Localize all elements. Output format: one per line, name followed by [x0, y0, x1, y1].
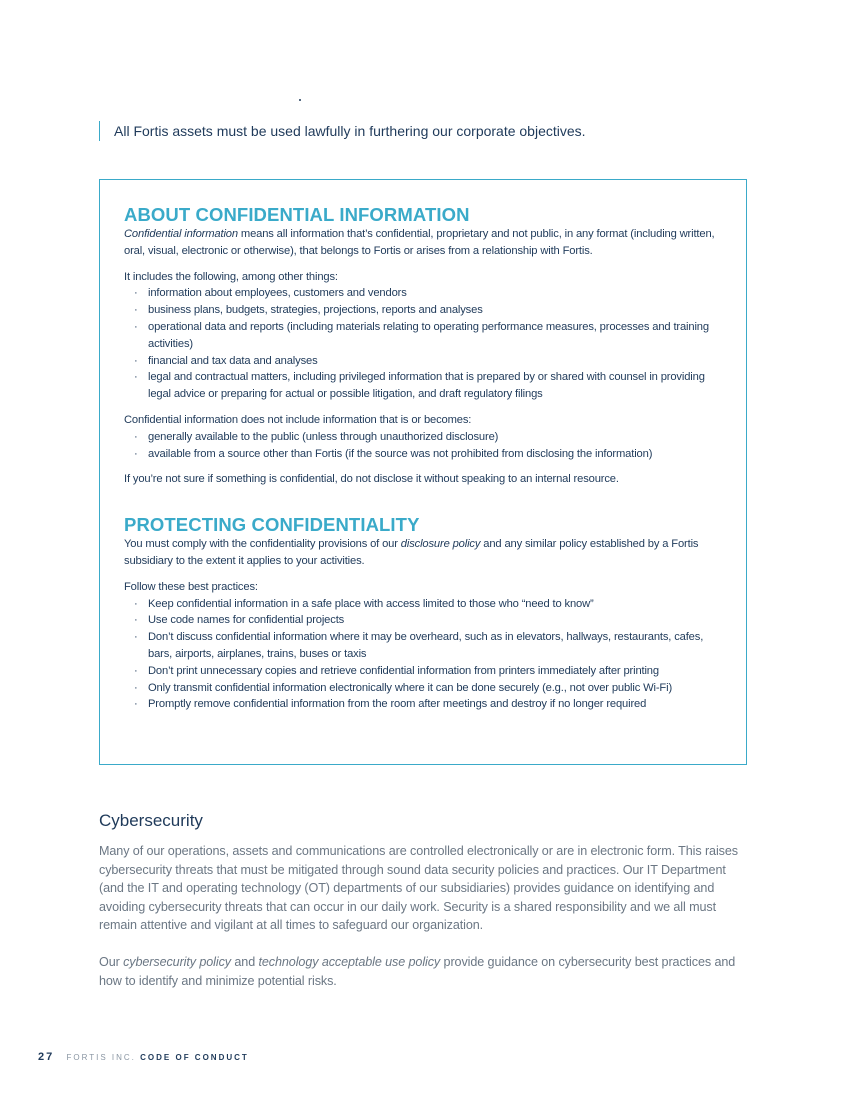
cybersecurity-para-1: Many of our operations, assets and communications are controlled electronically or are in electronic form. This raises cybersecurity threats that must be mitigated through sound data security policies and practices. Our IT Department (and the IT and operating technology (OT) departments of our subsidiaries) provides guidance on identifying and avoiding cybersecurity threats that can occur in our daily work. Security is a shared responsibility and we all must remain attentive and vigilant at all times to safeguard our organization.: [99, 844, 738, 933]
cybersecurity-para-2: Our cybersecurity policy and technology acceptable use policy provide guidance on cybersecurity best practices and how to identify and minimize potential risks.: [99, 954, 736, 988]
list-item: · available from a source other than Fortis (if the source was not prohibited from disclosing the information): [124, 446, 724, 463]
list-item: · Use code names for confidential projects: [124, 612, 724, 629]
bullet-icon: ·: [134, 447, 138, 460]
protecting-intro: You must comply with the confidentiality provisions of our disclosure policy and any similar policy established by a Fortis subsidiary to the extent it applies to your activities.: [124, 538, 699, 567]
bullet-icon: ·: [134, 698, 138, 711]
list-item: · Keep confidential information in a safe place with access limited to those who “need to know”: [124, 596, 724, 613]
page-number: 27: [38, 1051, 55, 1063]
bullet-icon: ·: [134, 287, 138, 300]
bullet-icon: ·: [134, 664, 138, 677]
about-heading: ABOUT CONFIDENTIAL INFORMATION: [124, 204, 470, 225]
includes-intro: It includes the following, among other things:: [124, 270, 338, 283]
definition-term: Confidential information: [124, 228, 238, 240]
stray-dot: [299, 99, 301, 101]
practices-list: [124, 596, 724, 714]
includes-list: [124, 285, 724, 403]
list-item: · generally available to the public (unless through unauthorized disclosure): [124, 429, 724, 446]
bullet-icon: ·: [134, 430, 138, 443]
list-item: · Don’t print unnecessary copies and retrieve confidential information from printers immediately after printing: [124, 663, 724, 680]
bullet-icon: ·: [134, 681, 138, 694]
excludes-intro: Confidential information does not include information that is or becomes:: [124, 413, 472, 426]
about-note: If you’re not sure if something is confidential, do not disclose it without speaking to an internal resource.: [124, 473, 619, 486]
footer-company: FORTIS INC.: [66, 1053, 136, 1062]
about-definition: [124, 226, 724, 260]
list-item: · information about employees, customers and vendors: [124, 285, 724, 302]
list-item: · operational data and reports (including materials relating to operating performance measures, processes and training activities): [134, 320, 709, 350]
bullet-icon: ·: [134, 320, 138, 333]
list-item: · Only transmit confidential information electronically where it can be done securely (e.g., not over public Wi-Fi): [124, 680, 724, 697]
cybersecurity-policy-ref: cybersecurity policy: [123, 954, 231, 969]
protecting-heading: PROTECTING CONFIDENTIALITY: [124, 514, 420, 536]
page-footer: [38, 1051, 249, 1063]
excludes-list: [124, 429, 724, 463]
bullet-icon: ·: [134, 371, 138, 384]
bullet-icon: ·: [134, 304, 138, 317]
cybersecurity-section: [99, 810, 751, 990]
confidential-info-box: [99, 179, 747, 765]
list-item: · business plans, budgets, strategies, projections, reports and analyses: [124, 302, 724, 319]
cybersecurity-heading: Cybersecurity: [99, 811, 203, 830]
list-item: · legal and contractual matters, including privileged information that is prepared by or shared with counsel in providing legal advice or preparing for actual or possible litigation, and draft regulatory filings: [134, 371, 705, 401]
bullet-icon: ·: [134, 631, 138, 644]
definition-text: means all information that’s confidential, proprietary and not public, in any format (including written, oral, visual, electronic or otherwise), that belongs to Fortis or arises from a relationship with Fortis.: [124, 228, 715, 257]
footer-document-title: CODE OF CONDUCT: [140, 1053, 249, 1062]
bullet-icon: ·: [134, 597, 138, 610]
practices-intro: Follow these best practices:: [124, 580, 258, 593]
disclosure-policy-ref: disclosure policy: [400, 538, 481, 551]
list-item: · Don’t discuss confidential information where it may be overheard, such as in elevators, hallways, restaurants, cafes, bars, airports, airplanes, trains, buses or taxis: [134, 631, 704, 660]
pull-quote: All Fortis assets must be used lawfully in furthering our corporate objectives.: [99, 121, 734, 141]
tech-use-policy-ref: technology acceptable use policy: [258, 954, 441, 969]
list-item: · Promptly remove confidential information from the room after meetings and destroy if no longer required: [124, 696, 724, 713]
bullet-icon: ·: [134, 354, 138, 367]
list-item: · financial and tax data and analyses: [124, 353, 724, 370]
bullet-icon: ·: [134, 614, 138, 627]
